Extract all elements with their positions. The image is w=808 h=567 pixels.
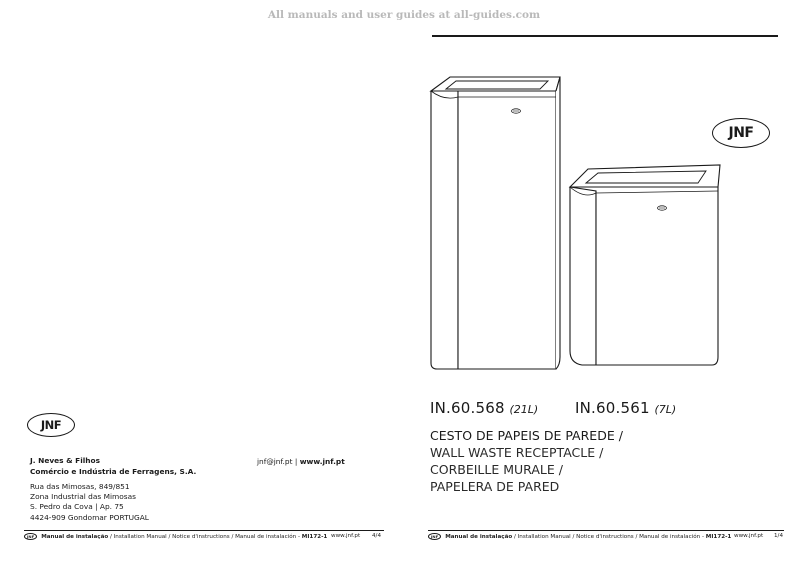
product-code: IN.60.568	[430, 399, 505, 417]
jnf-mini-logo-icon: JNF	[24, 533, 37, 540]
bin-7l-illustration	[566, 161, 726, 371]
footer-rule-left	[24, 530, 384, 531]
footer-doc-code: MI172-1	[301, 534, 328, 540]
website-link[interactable]: www.jnf.pt	[299, 457, 345, 466]
footer-manual-pt: Manual de instalação	[445, 534, 513, 540]
product-code: IN.60.561	[575, 399, 650, 417]
email-link[interactable]: jnf@jnf.pt	[257, 457, 293, 466]
watermark: All manuals and user guides at all-guides.com	[267, 9, 541, 21]
footer-right: JNF Manual de instalação / Installation Manual / Notice d'instructions / Manual de instalación - MI172-1	[428, 533, 731, 540]
footer-page-right: 1/4	[774, 533, 784, 539]
footer-rule-right	[428, 530, 784, 531]
product-model-21l	[430, 399, 538, 417]
footer-left: JNF Manual de instalação / Installation Manual / Notice d'instructions / Manual de instalación - MI172-1	[24, 533, 327, 540]
address-line: 4424-909 Gondomar PORTUGAL	[30, 512, 149, 522]
title-pt: CESTO DE PAPEIS DE PAREDE /	[430, 428, 623, 443]
footer-site-left[interactable]: www.jnf.pt	[331, 533, 361, 539]
company-name-line2: Comércio e Indústria de Ferragens, S.A.	[30, 467, 197, 476]
product-capacity: (21L)	[509, 403, 539, 416]
company-address	[30, 482, 149, 523]
footer-site-right[interactable]: www.jnf.pt	[734, 533, 764, 539]
footer-manual-rest: Installation Manual / Notice d'instructions / Manual de instalación -	[113, 534, 300, 540]
jnf-mini-logo-icon: JNF	[428, 533, 441, 540]
company-name-line1: J. Neves & Filhos	[30, 456, 101, 465]
address-line: Zona Industrial das Mimosas	[30, 492, 136, 502]
footer-page-left: 4/4	[372, 533, 382, 539]
title-es: PAPELERA DE PARED	[430, 479, 560, 494]
bin-21l-illustration	[428, 73, 563, 375]
title-fr: CORBEILLE MURALE /	[430, 462, 563, 477]
contact-info: jnf@jnf.pt | www.jnf.pt	[257, 457, 345, 466]
product-capacity: (7L)	[654, 403, 677, 416]
footer-manual-rest: Installation Manual / Notice d'instructions / Manual de instalación -	[517, 534, 704, 540]
footer-doc-code: MI172-1	[705, 534, 732, 540]
title-en: WALL WASTE RECEPTACLE /	[430, 445, 604, 460]
jnf-logo-icon: JNF	[27, 413, 75, 437]
address-line: S. Pedro da Cova | Ap. 75	[30, 502, 124, 512]
company-name	[30, 455, 196, 477]
product-model-7l	[575, 399, 676, 417]
top-rule	[432, 35, 778, 37]
address-line: Rua das Mimosas, 849/851	[30, 482, 130, 491]
jnf-logo-icon: JNF	[712, 118, 770, 148]
footer-manual-pt: Manual de instalação	[41, 534, 109, 540]
